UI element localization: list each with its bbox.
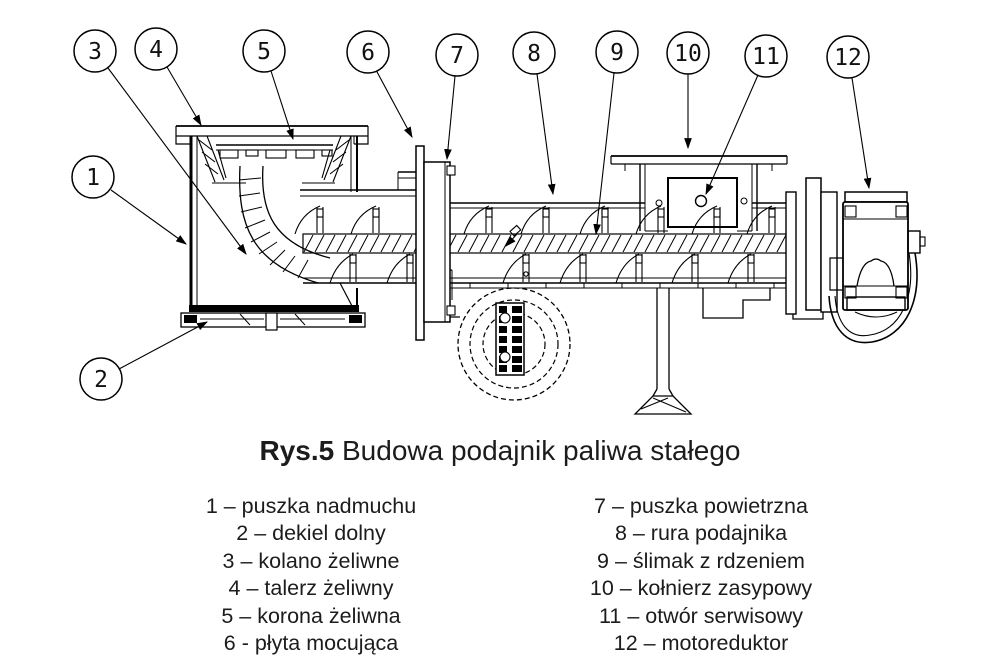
service-window — [668, 178, 737, 227]
legend-item-3: 3 – kolano żeliwne — [222, 548, 400, 573]
screw-with-core — [295, 206, 790, 283]
balloon-5-label: 5 — [257, 39, 271, 65]
legend-item-6: 6 - płyta mocująca — [223, 631, 399, 656]
balloon-10 — [667, 32, 709, 74]
motor-junction-box — [908, 231, 920, 253]
legend-item-8: 8 – rura podajnika — [614, 521, 788, 546]
balloon-6-label: 6 — [361, 40, 375, 66]
balloon-8-label: 8 — [527, 41, 541, 67]
service-opening-hole — [696, 196, 707, 207]
balloon-6 — [347, 31, 389, 73]
balloon-8 — [513, 32, 555, 74]
legend-item-4: 4 – talerz żeliwny — [228, 576, 394, 601]
legend-item-12: 12 – motoreduktor — [613, 631, 789, 656]
balloon-1-label: 1 — [86, 165, 100, 191]
balloon-7 — [436, 34, 478, 76]
balloon-4 — [135, 28, 177, 70]
balloon-5 — [243, 30, 285, 72]
balloon-11-label: 11 — [752, 44, 780, 70]
air-box — [424, 162, 455, 322]
figure-number: Rys.5 — [259, 435, 335, 466]
legend-item-1: 1 – puszka nadmuchu — [205, 494, 417, 518]
mounting-plate — [416, 146, 424, 340]
balloon-3 — [74, 30, 116, 72]
figure-title: Budowa podajnik paliwa stałego — [342, 435, 741, 466]
blower-wheel — [443, 270, 570, 400]
balloon-9 — [596, 31, 638, 73]
legend-item-10: 10 – kołnierz zasypowy — [589, 576, 813, 601]
balloon-7-label: 7 — [450, 43, 464, 69]
legend-item-5: 5 – korona żeliwna — [221, 603, 401, 628]
bottom-cover — [181, 313, 365, 330]
gear-motor — [829, 192, 925, 343]
legend-item-7: 7 – puszka powietrzna — [594, 494, 808, 518]
balloon-11 — [745, 35, 787, 77]
legend-right-column — [546, 493, 856, 657]
legend-item-9: 9 – ślimak z rdzeniem — [597, 548, 805, 573]
balloon-3-label: 3 — [88, 39, 102, 65]
cast-crown — [197, 136, 351, 183]
balloon-12 — [827, 36, 869, 78]
balloon-2-label: 2 — [94, 367, 108, 393]
balloon-12-label: 12 — [834, 45, 862, 71]
legend-item-2: 2 – dekiel dolny — [236, 521, 386, 546]
balloon-4-label: 4 — [149, 37, 163, 63]
figure-caption — [0, 435, 1000, 467]
legend-left-column — [151, 493, 471, 657]
balloon-2 — [80, 358, 122, 400]
balloon-10-label: 10 — [674, 41, 702, 67]
balloon-9-label: 9 — [610, 40, 624, 66]
legend-item-11: 11 – otwór serwisowy — [599, 603, 803, 628]
balloon-1 — [72, 156, 114, 198]
support-leg — [635, 288, 691, 414]
